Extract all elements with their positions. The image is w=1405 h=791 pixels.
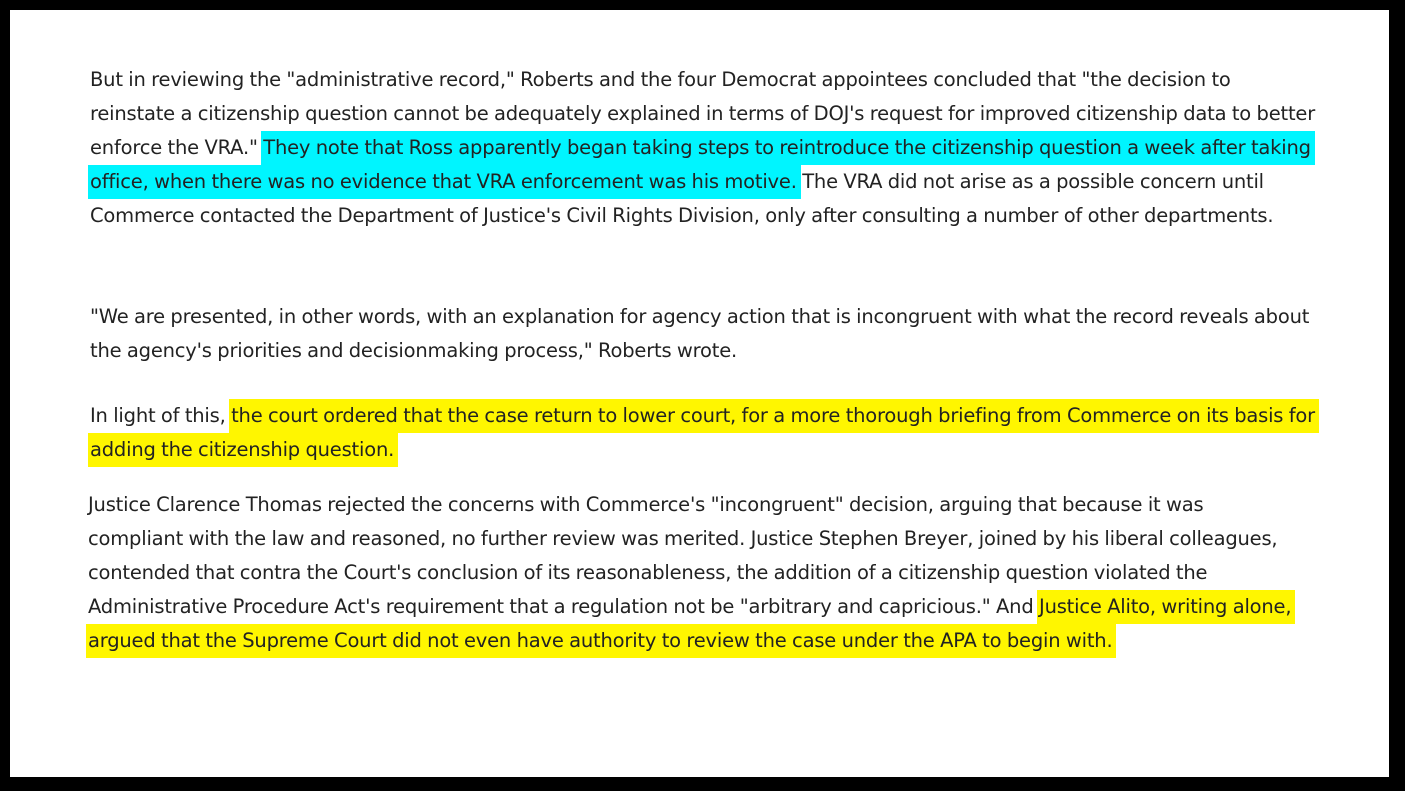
paragraph-text: But in reviewing the "administrative record," Roberts and the four Democrat appointees concluded that "the decision to reinstate a citizenship question cannot be adequately explained in terms of DOJ's request for improved citizenship data to better enforce the VRA.": [90, 68, 1316, 159]
paragraph-text: Justice Clarence Thomas rejected the concerns with Commerce's "incongruent" decision, arguing that because it was compliant with the law and reasoned, no further review was merited. Justice Stephen Breyer, joined by his liberal colleagues, contended that contra the Court's conclusion of its reasonableness, the addition of a citizenship question violated the Administrative Procedure Act's requirement that a regulation not be "arbitrary and capricious." And: [88, 493, 1278, 618]
paragraph-court-order: [90, 399, 1320, 467]
yellow-highlight: Justice Alito, writing alone, argued that the Supreme Court did not even have authority to review the case under the APA to begin with.: [86, 590, 1295, 658]
article-page: [10, 10, 1389, 777]
yellow-highlight: the court ordered that the case return to lower court, for a more thorough briefing from Commerce on its basis for adding the citizenship question.: [88, 399, 1319, 467]
paragraph-text: The VRA did not arise as a possible concern until Commerce contacted the Department of Justice's Civil Rights Division, only after consulting a number of other departments.: [90, 170, 1274, 227]
paragraph-roberts-quote: [90, 300, 1330, 368]
paragraph-roberts-record: [90, 63, 1315, 233]
paragraph-text: In light of this,: [90, 404, 226, 427]
paragraph-dissents: [88, 488, 1298, 658]
cyan-highlight: They note that Ross apparently began taking steps to reintroduce the citizenship question a week after taking office, when there was no evidence that VRA enforcement was his motive.: [88, 131, 1315, 199]
paragraph-text: "We are presented, in other words, with an explanation for agency action that is incongruent with what the record reveals about the agency's priorities and decisionmaking process," Roberts wrote.: [90, 305, 1310, 362]
